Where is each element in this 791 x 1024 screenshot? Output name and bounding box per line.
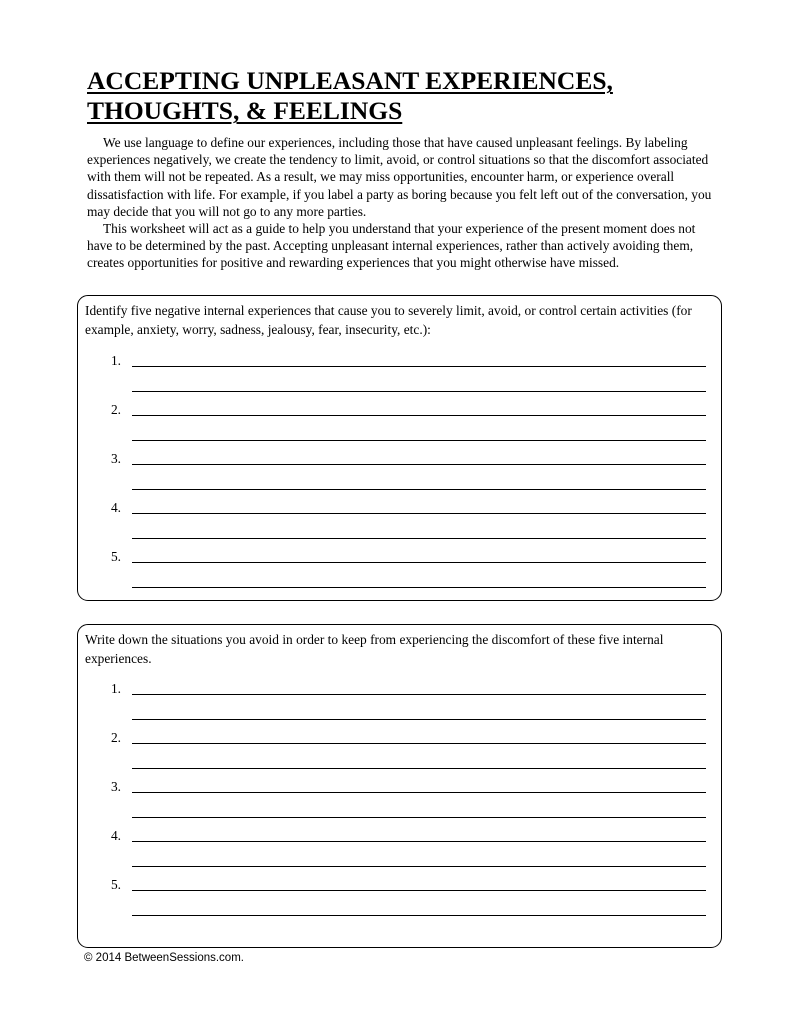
intro-paragraph-1: We use language to define our experiences, including those that have caused unpleasant feelings. By labeling experiences negatively, we create the tendency to limit, avoid, or control situations so that the discomfort associated with them will not be repeated. As a result, we may miss opportunities, encounter harm, or experience overall dissatisfaction with life. For example, if you label a party as boring because you felt left out of the conversation, you may decide that you will not go to any more parties. [87, 135, 712, 219]
item-number: 5. [110, 877, 121, 892]
answer-line[interactable] [132, 817, 706, 818]
section-1-item-5 [78, 549, 721, 589]
section-1-item-4 [78, 500, 721, 540]
intro-text [87, 134, 715, 272]
section-2-item-1 [78, 681, 721, 721]
item-number: 3. [110, 779, 121, 794]
item-number: 1. [110, 353, 121, 368]
item-number: 2. [110, 402, 121, 417]
title-line-2: THOUGHTS, & FEELINGS [87, 96, 403, 125]
item-number: 4. [110, 500, 121, 515]
answer-line[interactable] [132, 464, 706, 465]
answer-line[interactable] [132, 719, 706, 720]
worksheet-title [87, 66, 727, 126]
item-number: 2. [110, 730, 121, 745]
answer-line[interactable] [132, 366, 706, 367]
answer-line[interactable] [132, 391, 706, 392]
section-2-prompt: Write down the situations you avoid in order to keep from experiencing the discomfort of these five internal experiences. [85, 632, 664, 666]
answer-line[interactable] [132, 694, 706, 695]
section-2-item-5 [78, 877, 721, 917]
answer-line[interactable] [132, 489, 706, 490]
answer-line[interactable] [132, 792, 706, 793]
answer-line[interactable] [132, 513, 706, 514]
answer-line[interactable] [132, 743, 706, 744]
item-number: 3. [110, 451, 121, 466]
answer-line[interactable] [132, 768, 706, 769]
section-2-item-3 [78, 779, 721, 819]
item-number: 5. [110, 549, 121, 564]
section-2-item-2 [78, 730, 721, 770]
answer-line[interactable] [132, 562, 706, 563]
answer-line[interactable] [132, 440, 706, 441]
section-1-prompt: Identify five negative internal experiences that cause you to severely limit, avoid, or control certain activities (for example, anxiety, worry, sadness, jealousy, fear, insecurity, etc.): [85, 303, 692, 337]
answer-line[interactable] [132, 538, 706, 539]
item-number: 1. [110, 681, 121, 696]
answer-line[interactable] [132, 587, 706, 588]
section-2-item-4 [78, 828, 721, 868]
negative-experiences-box [77, 295, 722, 601]
avoided-situations-box [77, 624, 722, 948]
answer-line[interactable] [132, 915, 706, 916]
intro-paragraph-2: This worksheet will act as a guide to help you understand that your experience of the present moment does not have to be determined by the past. Accepting unpleasant internal experiences, rather than actively avoiding them, creates opportunities for positive and rewarding experiences that you might otherwise have missed. [87, 221, 696, 271]
item-number: 4. [110, 828, 121, 843]
answer-line[interactable] [132, 866, 706, 867]
section-1-item-1 [78, 353, 721, 393]
title-line-1: ACCEPTING UNPLEASANT EXPERIENCES, [87, 66, 613, 95]
answer-line[interactable] [132, 890, 706, 891]
section-1-item-2 [78, 402, 721, 442]
answer-line[interactable] [132, 415, 706, 416]
answer-line[interactable] [132, 841, 706, 842]
section-1-item-3 [78, 451, 721, 491]
copyright-footer: © 2014 BetweenSessions.com. [84, 952, 244, 964]
